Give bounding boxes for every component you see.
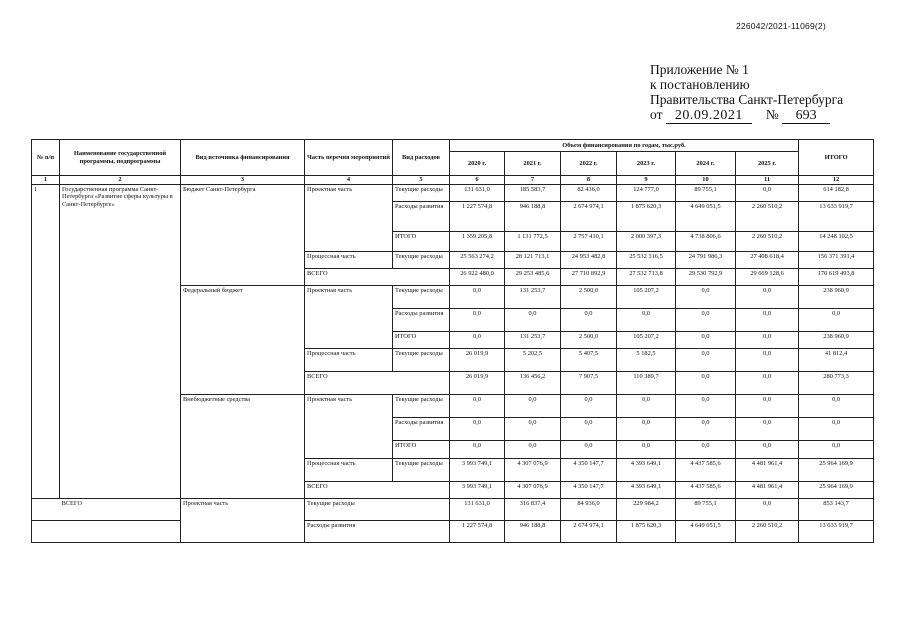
cell-value: 0,0 bbox=[799, 309, 874, 332]
cell-value: 0,0 bbox=[676, 441, 736, 459]
expense-itogo: ИТОГО bbox=[393, 441, 450, 459]
column-number: 8 bbox=[561, 176, 617, 185]
cell-value: 0,0 bbox=[676, 332, 736, 349]
cell-value: 0,0 bbox=[736, 286, 799, 309]
cell-value: 2 500,0 bbox=[561, 286, 617, 309]
expense-current: Текущие расходы bbox=[393, 349, 450, 372]
cell-value: 0,0 bbox=[561, 418, 617, 441]
cell-value: 280 773,3 bbox=[799, 372, 874, 395]
cell-value: 0,0 bbox=[505, 309, 561, 332]
column-number: 11 bbox=[736, 176, 799, 185]
source-extra-budget: Внебюджетные средства bbox=[181, 395, 305, 499]
column-number: 10 bbox=[676, 176, 736, 185]
header-program: Наименование государственной программы, подпрограммы bbox=[60, 140, 181, 176]
cell-value: 5 202,5 bbox=[505, 349, 561, 372]
cell-value: 0,0 bbox=[617, 418, 676, 441]
cell-value: 4 481 961,4 bbox=[736, 459, 799, 482]
header-total: ИТОГО bbox=[799, 140, 874, 176]
part-project: Проектная часть bbox=[305, 395, 393, 459]
appendix-line3: Правительства Санкт-Петербурга bbox=[650, 92, 844, 107]
cell-value: 238 960,9 bbox=[799, 332, 874, 349]
part-process: Процессная часть bbox=[305, 459, 393, 482]
header-year: 2025 г. bbox=[736, 152, 799, 176]
cell-value: 946 188,8 bbox=[505, 202, 561, 232]
label-vsego: ВСЕГО bbox=[305, 372, 450, 395]
cell-value: 0,0 bbox=[736, 499, 799, 521]
cell-value: 89 755,1 bbox=[676, 499, 736, 521]
column-number: 4 bbox=[305, 176, 393, 185]
cell-value: 2 500,0 bbox=[561, 332, 617, 349]
column-number: 5 bbox=[393, 176, 450, 185]
appendix-date-line bbox=[650, 107, 843, 124]
total-num-cell bbox=[32, 499, 60, 521]
cell-value: 4 649 051,5 bbox=[676, 521, 736, 543]
part-project: Проектная часть bbox=[305, 185, 393, 252]
cell-value: 4 307 076,9 bbox=[505, 482, 561, 499]
cell-value: 4 350 147,7 bbox=[561, 459, 617, 482]
cell-value: 26 922 480,0 bbox=[450, 269, 505, 286]
cell-value: 2 674 974,1 bbox=[561, 521, 617, 543]
cell-value: 5 407,5 bbox=[561, 349, 617, 372]
cell-value: 0,0 bbox=[617, 395, 676, 418]
cell-value: 0,0 bbox=[505, 418, 561, 441]
cell-value: 946 188,8 bbox=[505, 521, 561, 543]
column-number: 7 bbox=[505, 176, 561, 185]
cell-value: 1 131 772,5 bbox=[505, 232, 561, 252]
cell-value: 2 260 510,2 bbox=[736, 232, 799, 252]
cell-value: 0,0 bbox=[450, 395, 505, 418]
column-number: 6 bbox=[450, 176, 505, 185]
cell-value: 0,0 bbox=[736, 395, 799, 418]
cell-value: 0,0 bbox=[736, 349, 799, 372]
cell-value: 0,0 bbox=[799, 441, 874, 459]
cell-value: 3 993 749,1 bbox=[450, 459, 505, 482]
expense-itogo: ИТОГО bbox=[393, 332, 450, 349]
expense-itogo: ИТОГО bbox=[393, 232, 450, 252]
column-number: 2 bbox=[60, 176, 181, 185]
cell-value: 4 307 076,9 bbox=[505, 459, 561, 482]
header-year: 2024 г. bbox=[676, 152, 736, 176]
expense-develop: Расходы развития bbox=[393, 202, 450, 232]
expense-current: Текущие расходы bbox=[393, 459, 450, 482]
label-vsego-total: ВСЕГО bbox=[60, 499, 181, 521]
resolution-date: 20.09.2021 bbox=[666, 108, 752, 124]
cell-value: 185 583,7 bbox=[505, 185, 561, 202]
cell-value: 27 710 892,9 bbox=[561, 269, 617, 286]
cell-value: 2 674 974,1 bbox=[561, 202, 617, 232]
cell-value: 2 260 510,2 bbox=[736, 202, 799, 232]
cell-value: 13 633 919,7 bbox=[799, 521, 874, 543]
column-number: 12 bbox=[799, 176, 874, 185]
cell-value: 105 207,2 bbox=[617, 286, 676, 309]
header-year: 2021 г. bbox=[505, 152, 561, 176]
cell-value: 156 371 391,4 bbox=[799, 252, 874, 269]
cell-value: 105 207,2 bbox=[617, 332, 676, 349]
cell-value: 229 984,2 bbox=[617, 499, 676, 521]
cell-value: 4 350 147,7 bbox=[561, 482, 617, 499]
cell-value: 4 481 961,4 bbox=[736, 482, 799, 499]
cell-value: 0,0 bbox=[736, 441, 799, 459]
cell-value: 0,0 bbox=[450, 441, 505, 459]
cell-value: 131 253,7 bbox=[505, 332, 561, 349]
cell-value: 29 530 792,9 bbox=[676, 269, 736, 286]
cell-value: 1 227 574,8 bbox=[450, 202, 505, 232]
cell-value: 131 253,7 bbox=[505, 286, 561, 309]
cell-value: 614 182,8 bbox=[799, 185, 874, 202]
cell-value: 2 757 410,1 bbox=[561, 232, 617, 252]
column-number: 3 bbox=[181, 176, 305, 185]
source-spb-budget: Бюджет Санкт-Петербурга bbox=[181, 185, 305, 286]
cell-value: 0,0 bbox=[505, 441, 561, 459]
cell-value: 82 436,0 bbox=[561, 185, 617, 202]
cell-value: 0,0 bbox=[450, 332, 505, 349]
cell-value: 110 389,7 bbox=[617, 372, 676, 395]
cell-value: 0,0 bbox=[450, 309, 505, 332]
cell-value: 0,0 bbox=[505, 395, 561, 418]
label-vsego: ВСЕГО bbox=[305, 269, 450, 286]
part-process: Процессная часть bbox=[305, 252, 393, 269]
cell-value: 29 253 485,6 bbox=[505, 269, 561, 286]
cell-value: 24 953 482,8 bbox=[561, 252, 617, 269]
resolution-number: 693 bbox=[782, 108, 830, 124]
cell-value: 170 619 493,8 bbox=[799, 269, 874, 286]
expense-current: Текущие расходы bbox=[393, 286, 450, 309]
cell-value: 2 260 510,2 bbox=[736, 521, 799, 543]
expense-current: Текущие расходы bbox=[393, 185, 450, 202]
total-part-project: Проектная часть bbox=[181, 499, 305, 543]
cell-value: 4 649 051,5 bbox=[676, 202, 736, 232]
column-number: 1 bbox=[32, 176, 60, 185]
cell-value: 0,0 bbox=[736, 418, 799, 441]
header-year: 2020 г. bbox=[450, 152, 505, 176]
cell-value: 0,0 bbox=[617, 441, 676, 459]
expense-develop: Расходы развития bbox=[393, 418, 450, 441]
part-process: Процессная часть bbox=[305, 349, 393, 372]
cell-value: 4 437 585,6 bbox=[676, 482, 736, 499]
header-source: Вид источника финансирования bbox=[181, 140, 305, 176]
cell-value: 25 563 274,2 bbox=[450, 252, 505, 269]
cell-value: 0,0 bbox=[676, 418, 736, 441]
from-label: от bbox=[650, 107, 663, 122]
header-part: Часть перечня мероприятий bbox=[305, 140, 393, 176]
cell-value: 28 121 713,1 bbox=[505, 252, 561, 269]
total-num-cell bbox=[32, 521, 60, 543]
appendix-line2: к постановлению bbox=[650, 77, 750, 92]
cell-value: 0,0 bbox=[676, 309, 736, 332]
column-number-row bbox=[32, 176, 874, 185]
cell-value: 26 019,9 bbox=[450, 349, 505, 372]
table-row bbox=[32, 185, 874, 202]
header-year: 2022 г. bbox=[561, 152, 617, 176]
cell-value: 1 227 574,8 bbox=[450, 521, 505, 543]
cell-value: 5 182,5 bbox=[617, 349, 676, 372]
label-vsego: ВСЕГО bbox=[305, 482, 450, 499]
cell-value: 0,0 bbox=[799, 395, 874, 418]
cell-value: 7 907,5 bbox=[561, 372, 617, 395]
cell-value: 0,0 bbox=[561, 395, 617, 418]
cell-value: 124 777,0 bbox=[617, 185, 676, 202]
cell-value: 0,0 bbox=[561, 441, 617, 459]
source-federal-budget: Федеральный бюджет bbox=[181, 286, 305, 395]
cell-value: 853 143,7 bbox=[799, 499, 874, 521]
cell-value: 14 248 102,5 bbox=[799, 232, 874, 252]
cell-value: 0,0 bbox=[676, 286, 736, 309]
cell-value: 238 960,9 bbox=[799, 286, 874, 309]
cell-value: 3 993 749,1 bbox=[450, 482, 505, 499]
expense-current: Текущие расходы bbox=[393, 395, 450, 418]
header-year: 2023 г. bbox=[617, 152, 676, 176]
cell-value: 0,0 bbox=[736, 332, 799, 349]
cell-value: 0,0 bbox=[676, 395, 736, 418]
cell-value: 0,0 bbox=[736, 185, 799, 202]
cell-value: 27 532 713,8 bbox=[617, 269, 676, 286]
total-program-cell bbox=[60, 521, 181, 543]
expense-develop: Расходы развития bbox=[305, 521, 450, 543]
cell-value: 4 738 806,6 bbox=[676, 232, 736, 252]
part-project: Проектная часть bbox=[305, 286, 393, 349]
appendix-title: Приложение № 1 bbox=[650, 62, 749, 77]
cell-value: 25 964 169,9 bbox=[799, 482, 874, 499]
table-row bbox=[32, 521, 874, 543]
expense-develop: Расходы развития bbox=[393, 309, 450, 332]
header-expense: Вид расходов bbox=[393, 140, 450, 176]
cell-value: 1 875 620,3 bbox=[617, 521, 676, 543]
cell-value: 1 359 205,8 bbox=[450, 232, 505, 252]
expense-current: Текущие расходы bbox=[305, 499, 450, 521]
document-id: 226042/2021-11069(2) bbox=[736, 21, 826, 31]
cell-value: 136 456,2 bbox=[505, 372, 561, 395]
cell-value: 0,0 bbox=[676, 372, 736, 395]
cell-value: 1 875 620,3 bbox=[617, 202, 676, 232]
cell-value: 41 812,4 bbox=[799, 349, 874, 372]
cell-value: 4 393 649,1 bbox=[617, 482, 676, 499]
expense-current: Текущие расходы bbox=[393, 252, 450, 269]
cell-value: 84 936,0 bbox=[561, 499, 617, 521]
cell-value: 4 437 585,6 bbox=[676, 459, 736, 482]
cell-value: 13 633 919,7 bbox=[799, 202, 874, 232]
cell-value: 0,0 bbox=[736, 372, 799, 395]
number-label: № bbox=[765, 107, 779, 122]
cell-value: 0,0 bbox=[561, 309, 617, 332]
header-volume: Объем финансирования по годам, тыс.руб. bbox=[450, 140, 799, 152]
cell-value: 2 000 397,3 bbox=[617, 232, 676, 252]
cell-value: 0,0 bbox=[736, 309, 799, 332]
cell-value: 89 755,1 bbox=[676, 185, 736, 202]
cell-value: 0,0 bbox=[450, 286, 505, 309]
table-row bbox=[32, 499, 874, 521]
header-num: № п/п bbox=[32, 140, 60, 176]
cell-value: 0,0 bbox=[799, 418, 874, 441]
cell-value: 0,0 bbox=[617, 309, 676, 332]
cell-value: 26 019,9 bbox=[450, 372, 505, 395]
cell-value: 4 393 649,1 bbox=[617, 459, 676, 482]
program-name: Государственная программа Санкт-Петербурга «Развитие сферы культуры в Санкт-Петербурге» bbox=[60, 185, 181, 499]
cell-value: 131 631,0 bbox=[450, 185, 505, 202]
cell-value: 25 532 316,5 bbox=[617, 252, 676, 269]
appendix-header bbox=[650, 62, 843, 124]
cell-value: 0,0 bbox=[450, 418, 505, 441]
cell-value: 27 408 618,4 bbox=[736, 252, 799, 269]
cell-value: 0,0 bbox=[676, 349, 736, 372]
cell-value: 316 837,4 bbox=[505, 499, 561, 521]
column-number: 9 bbox=[617, 176, 676, 185]
financing-table bbox=[31, 139, 874, 543]
cell-value: 29 669 128,6 bbox=[736, 269, 799, 286]
cell-value: 24 791 986,3 bbox=[676, 252, 736, 269]
cell-value: 131 631,0 bbox=[450, 499, 505, 521]
cell-value: 25 964 169,9 bbox=[799, 459, 874, 482]
row-number: 1 bbox=[32, 185, 60, 499]
